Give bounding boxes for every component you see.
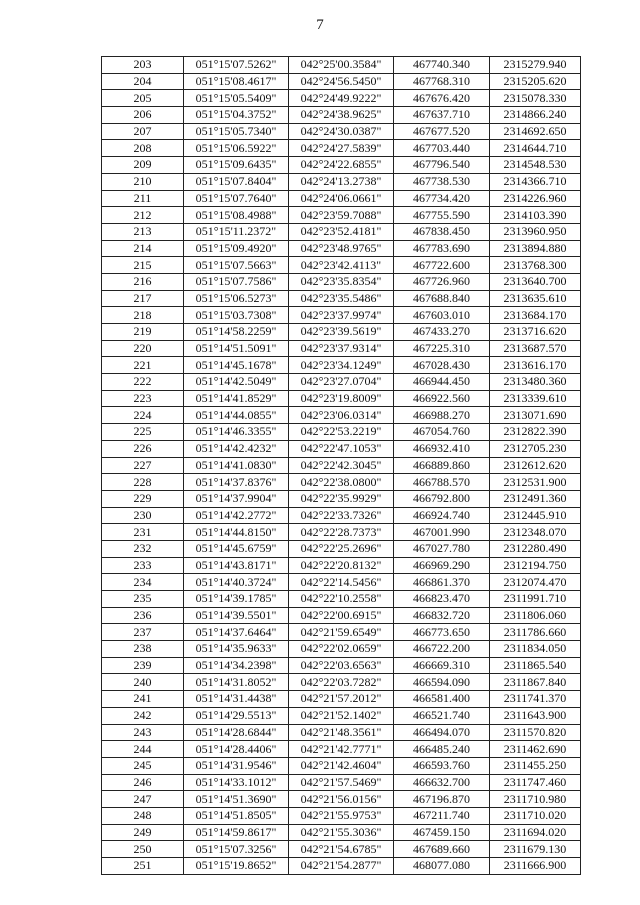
northing-cell: 2311747.460 [490,774,581,791]
table-row [102,674,581,691]
easting-cell: 467603.010 [394,307,490,324]
point-number-cell: 207 [102,123,184,140]
longitude-cell: 042°22'38.0800" [289,474,394,491]
longitude-cell: 042°23'37.9974" [289,307,394,324]
point-number-cell: 231 [102,524,184,541]
point-number-cell: 208 [102,140,184,157]
table-row [102,524,581,541]
latitude-cell: 051°15'11.2372" [184,223,289,240]
table-row [102,824,581,841]
latitude-cell: 051°15'09.4920" [184,240,289,257]
point-number-cell: 218 [102,307,184,324]
northing-cell: 2311462.690 [490,741,581,758]
northing-cell: 2314548.530 [490,157,581,174]
easting-cell: 467738.530 [394,173,490,190]
longitude-cell: 042°21'48.3561" [289,724,394,741]
northing-cell: 2313687.570 [490,340,581,357]
latitude-cell: 051°15'08.4617" [184,73,289,90]
longitude-cell: 042°23'37.9314" [289,340,394,357]
point-number-cell: 239 [102,657,184,674]
table-row [102,507,581,524]
northing-cell: 2314366.710 [490,173,581,190]
northing-cell: 2311570.820 [490,724,581,741]
table-row [102,641,581,658]
northing-cell: 2313716.620 [490,324,581,341]
latitude-cell: 051°14'31.4438" [184,691,289,708]
latitude-cell: 051°14'31.8052" [184,674,289,691]
northing-cell: 2312280.490 [490,540,581,557]
longitude-cell: 042°24'30.0387" [289,123,394,140]
page-number: 7 [316,17,324,33]
northing-cell: 2313339.610 [490,390,581,407]
point-number-cell: 233 [102,557,184,574]
northing-cell: 2311666.900 [490,858,581,875]
easting-cell: 466969.290 [394,557,490,574]
easting-cell: 467703.440 [394,140,490,157]
latitude-cell: 051°14'51.8505" [184,807,289,824]
easting-cell: 467027.780 [394,540,490,557]
latitude-cell: 051°14'39.5501" [184,607,289,624]
easting-cell: 466632.700 [394,774,490,791]
table-row [102,490,581,507]
point-number-cell: 210 [102,173,184,190]
northing-cell: 2313480.360 [490,374,581,391]
longitude-cell: 042°22'28.7373" [289,524,394,541]
longitude-cell: 042°21'54.2877" [289,858,394,875]
table-row [102,624,581,641]
longitude-cell: 042°24'49.9222" [289,90,394,107]
longitude-cell: 042°22'47.1053" [289,440,394,457]
longitude-cell: 042°23'27.0704" [289,374,394,391]
table-row [102,273,581,290]
table-row [102,207,581,224]
latitude-cell: 051°14'37.6464" [184,624,289,641]
northing-cell: 2311455.250 [490,757,581,774]
point-number-cell: 216 [102,273,184,290]
point-number-cell: 203 [102,57,184,74]
northing-cell: 2311786.660 [490,624,581,641]
table-row [102,173,581,190]
longitude-cell: 042°21'57.2012" [289,691,394,708]
northing-cell: 2312612.620 [490,457,581,474]
northing-cell: 2314644.710 [490,140,581,157]
latitude-cell: 051°14'51.3690" [184,791,289,808]
latitude-cell: 051°14'33.1012" [184,774,289,791]
longitude-cell: 042°23'59.7088" [289,207,394,224]
northing-cell: 2313684.170 [490,307,581,324]
longitude-cell: 042°21'42.7771" [289,741,394,758]
latitude-cell: 051°14'37.9904" [184,490,289,507]
easting-cell: 467734.420 [394,190,490,207]
table-row [102,157,581,174]
table-row [102,190,581,207]
easting-cell: 466788.570 [394,474,490,491]
northing-cell: 2314692.650 [490,123,581,140]
northing-cell: 2312705.230 [490,440,581,457]
easting-cell: 467722.600 [394,257,490,274]
table-row [102,223,581,240]
latitude-cell: 051°15'03.7308" [184,307,289,324]
northing-cell: 2311741.370 [490,691,581,708]
northing-cell: 2311710.980 [490,791,581,808]
latitude-cell: 051°15'04.3752" [184,107,289,124]
table-row [102,107,581,124]
latitude-cell: 051°15'06.5922" [184,140,289,157]
latitude-cell: 051°14'37.8376" [184,474,289,491]
table-row [102,357,581,374]
latitude-cell: 051°15'07.7640" [184,190,289,207]
latitude-cell: 051°15'07.8404" [184,173,289,190]
table-row [102,707,581,724]
easting-cell: 467637.710 [394,107,490,124]
table-row [102,557,581,574]
table-row [102,57,581,74]
longitude-cell: 042°22'02.0659" [289,641,394,658]
table-row [102,540,581,557]
table-row [102,791,581,808]
table-row [102,741,581,758]
northing-cell: 2311710.020 [490,807,581,824]
northing-cell: 2312531.900 [490,474,581,491]
latitude-cell: 051°14'59.8617" [184,824,289,841]
easting-cell: 466944.450 [394,374,490,391]
northing-cell: 2312074.470 [490,574,581,591]
longitude-cell: 042°21'59.6549" [289,624,394,641]
longitude-cell: 042°23'06.0314" [289,407,394,424]
northing-cell: 2313616.170 [490,357,581,374]
table-row [102,807,581,824]
longitude-cell: 042°23'39.5619" [289,324,394,341]
easting-cell: 466581.400 [394,691,490,708]
table-row [102,340,581,357]
point-number-cell: 244 [102,741,184,758]
easting-cell: 466823.470 [394,591,490,608]
northing-cell: 2312194.750 [490,557,581,574]
northing-cell: 2311694.020 [490,824,581,841]
point-number-cell: 219 [102,324,184,341]
point-number-cell: 240 [102,674,184,691]
table-row [102,257,581,274]
northing-cell: 2312491.360 [490,490,581,507]
easting-cell: 466889.860 [394,457,490,474]
point-number-cell: 246 [102,774,184,791]
easting-cell: 467689.660 [394,841,490,858]
latitude-cell: 051°14'51.5091" [184,340,289,357]
point-number-cell: 230 [102,507,184,524]
point-number-cell: 227 [102,457,184,474]
longitude-cell: 042°23'35.5486" [289,290,394,307]
longitude-cell: 042°23'19.8009" [289,390,394,407]
point-number-cell: 235 [102,591,184,608]
longitude-cell: 042°25'00.3584" [289,57,394,74]
latitude-cell: 051°15'07.5663" [184,257,289,274]
longitude-cell: 042°22'35.9929" [289,490,394,507]
longitude-cell: 042°22'14.5456" [289,574,394,591]
easting-cell: 466988.270 [394,407,490,424]
latitude-cell: 051°15'05.7340" [184,123,289,140]
latitude-cell: 051°15'07.7586" [184,273,289,290]
point-number-cell: 238 [102,641,184,658]
longitude-cell: 042°24'38.9625" [289,107,394,124]
longitude-cell: 042°22'25.2696" [289,540,394,557]
latitude-cell: 051°14'39.1785" [184,591,289,608]
easting-cell: 466669.310 [394,657,490,674]
point-number-cell: 209 [102,157,184,174]
point-number-cell: 232 [102,540,184,557]
latitude-cell: 051°14'42.2772" [184,507,289,524]
coordinates-table-body [102,57,581,875]
longitude-cell: 042°22'03.7282" [289,674,394,691]
table-row [102,574,581,591]
longitude-cell: 042°21'55.9753" [289,807,394,824]
easting-cell: 466924.740 [394,507,490,524]
table-row [102,474,581,491]
point-number-cell: 249 [102,824,184,841]
easting-cell: 467768.310 [394,73,490,90]
table-row [102,390,581,407]
northing-cell: 2313894.880 [490,240,581,257]
latitude-cell: 051°14'44.0855" [184,407,289,424]
easting-cell: 467211.740 [394,807,490,824]
easting-cell: 467459.150 [394,824,490,841]
longitude-cell: 042°24'27.5839" [289,140,394,157]
easting-cell: 467838.450 [394,223,490,240]
northing-cell: 2313768.300 [490,257,581,274]
easting-cell: 467196.870 [394,791,490,808]
northing-cell: 2312348.070 [490,524,581,541]
northing-cell: 2312822.390 [490,424,581,441]
northing-cell: 2315205.620 [490,73,581,90]
point-number-cell: 204 [102,73,184,90]
latitude-cell: 051°14'31.9546" [184,757,289,774]
northing-cell: 2312445.910 [490,507,581,524]
longitude-cell: 042°22'00.6915" [289,607,394,624]
longitude-cell: 042°24'56.5450" [289,73,394,90]
longitude-cell: 042°22'03.6563" [289,657,394,674]
point-number-cell: 250 [102,841,184,858]
easting-cell: 467796.540 [394,157,490,174]
latitude-cell: 051°14'46.3355" [184,424,289,441]
table-row [102,374,581,391]
point-number-cell: 236 [102,607,184,624]
longitude-cell: 042°23'52.4181" [289,223,394,240]
northing-cell: 2311991.710 [490,591,581,608]
easting-cell: 467054.760 [394,424,490,441]
latitude-cell: 051°14'40.3724" [184,574,289,591]
table-row [102,591,581,608]
northing-cell: 2311679.130 [490,841,581,858]
easting-cell: 467688.840 [394,290,490,307]
easting-cell: 467726.960 [394,273,490,290]
table-row [102,140,581,157]
latitude-cell: 051°14'34.2398" [184,657,289,674]
point-number-cell: 214 [102,240,184,257]
latitude-cell: 051°14'45.1678" [184,357,289,374]
point-number-cell: 245 [102,757,184,774]
point-number-cell: 225 [102,424,184,441]
longitude-cell: 042°22'10.2558" [289,591,394,608]
table-row [102,123,581,140]
latitude-cell: 051°14'28.6844" [184,724,289,741]
table-row [102,90,581,107]
latitude-cell: 051°14'45.6759" [184,540,289,557]
easting-cell: 466773.650 [394,624,490,641]
latitude-cell: 051°15'19.8652" [184,858,289,875]
easting-cell: 466832.720 [394,607,490,624]
point-number-cell: 205 [102,90,184,107]
northing-cell: 2314866.240 [490,107,581,124]
point-number-cell: 206 [102,107,184,124]
table-row [102,240,581,257]
easting-cell: 467740.340 [394,57,490,74]
easting-cell: 467028.430 [394,357,490,374]
easting-cell: 467676.420 [394,90,490,107]
easting-cell: 466521.740 [394,707,490,724]
table-row [102,407,581,424]
point-number-cell: 237 [102,624,184,641]
longitude-cell: 042°22'33.7326" [289,507,394,524]
northing-cell: 2313960.950 [490,223,581,240]
easting-cell: 466485.240 [394,741,490,758]
latitude-cell: 051°14'43.8171" [184,557,289,574]
easting-cell: 466932.410 [394,440,490,457]
longitude-cell: 042°23'42.4113" [289,257,394,274]
point-number-cell: 247 [102,791,184,808]
longitude-cell: 042°21'54.6785" [289,841,394,858]
easting-cell: 466861.370 [394,574,490,591]
point-number-cell: 212 [102,207,184,224]
longitude-cell: 042°23'34.1249" [289,357,394,374]
table-row [102,757,581,774]
northing-cell: 2315279.940 [490,57,581,74]
easting-cell: 466494.070 [394,724,490,741]
table-row [102,607,581,624]
northing-cell: 2313640.700 [490,273,581,290]
table-row [102,841,581,858]
longitude-cell: 042°22'53.2219" [289,424,394,441]
easting-cell: 466792.800 [394,490,490,507]
easting-cell: 468077.080 [394,858,490,875]
latitude-cell: 051°14'41.0830" [184,457,289,474]
latitude-cell: 051°14'29.5513" [184,707,289,724]
table-row [102,691,581,708]
point-number-cell: 221 [102,357,184,374]
northing-cell: 2311865.540 [490,657,581,674]
point-number-cell: 224 [102,407,184,424]
table-row [102,774,581,791]
point-number-cell: 223 [102,390,184,407]
table-row [102,73,581,90]
northing-cell: 2314226.960 [490,190,581,207]
table-row [102,724,581,741]
latitude-cell: 051°14'44.8150" [184,524,289,541]
latitude-cell: 051°14'58.2259" [184,324,289,341]
point-number-cell: 215 [102,257,184,274]
latitude-cell: 051°15'06.5273" [184,290,289,307]
longitude-cell: 042°21'55.3036" [289,824,394,841]
table-row [102,657,581,674]
easting-cell: 467783.690 [394,240,490,257]
longitude-cell: 042°24'06.0661" [289,190,394,207]
easting-cell: 466722.200 [394,641,490,658]
latitude-cell: 051°15'09.6435" [184,157,289,174]
easting-cell: 467001.990 [394,524,490,541]
northing-cell: 2314103.390 [490,207,581,224]
point-number-cell: 241 [102,691,184,708]
table-row [102,290,581,307]
longitude-cell: 042°23'48.9765" [289,240,394,257]
latitude-cell: 051°15'08.4988" [184,207,289,224]
easting-cell: 467755.590 [394,207,490,224]
table-row [102,424,581,441]
latitude-cell: 051°14'28.4406" [184,741,289,758]
point-number-cell: 242 [102,707,184,724]
northing-cell: 2313071.690 [490,407,581,424]
point-number-cell: 226 [102,440,184,457]
latitude-cell: 051°14'41.8529" [184,390,289,407]
longitude-cell: 042°22'42.3045" [289,457,394,474]
northing-cell: 2311867.840 [490,674,581,691]
northing-cell: 2311834.050 [490,641,581,658]
point-number-cell: 213 [102,223,184,240]
northing-cell: 2315078.330 [490,90,581,107]
latitude-cell: 051°15'07.5262" [184,57,289,74]
longitude-cell: 042°21'42.4604" [289,757,394,774]
latitude-cell: 051°14'35.9633" [184,641,289,658]
latitude-cell: 051°15'07.3256" [184,841,289,858]
northing-cell: 2311806.060 [490,607,581,624]
table-row [102,324,581,341]
longitude-cell: 042°21'56.0156" [289,791,394,808]
easting-cell: 466594.090 [394,674,490,691]
easting-cell: 467433.270 [394,324,490,341]
easting-cell: 466922.560 [394,390,490,407]
table-row [102,307,581,324]
point-number-cell: 251 [102,858,184,875]
latitude-cell: 051°14'42.5049" [184,374,289,391]
point-number-cell: 234 [102,574,184,591]
easting-cell: 466593.760 [394,757,490,774]
point-number-cell: 243 [102,724,184,741]
point-number-cell: 217 [102,290,184,307]
longitude-cell: 042°24'22.6855" [289,157,394,174]
northing-cell: 2313635.610 [490,290,581,307]
longitude-cell: 042°24'13.2738" [289,173,394,190]
longitude-cell: 042°21'52.1402" [289,707,394,724]
longitude-cell: 042°21'57.5469" [289,774,394,791]
point-number-cell: 248 [102,807,184,824]
easting-cell: 467225.310 [394,340,490,357]
point-number-cell: 220 [102,340,184,357]
easting-cell: 467677.520 [394,123,490,140]
table-row [102,858,581,875]
longitude-cell: 042°23'35.8354" [289,273,394,290]
point-number-cell: 211 [102,190,184,207]
point-number-cell: 229 [102,490,184,507]
latitude-cell: 051°15'05.5409" [184,90,289,107]
northing-cell: 2311643.900 [490,707,581,724]
longitude-cell: 042°22'20.8132" [289,557,394,574]
point-number-cell: 228 [102,474,184,491]
coordinates-table [101,56,581,875]
table-row [102,440,581,457]
latitude-cell: 051°14'42.4232" [184,440,289,457]
point-number-cell: 222 [102,374,184,391]
table-row [102,457,581,474]
